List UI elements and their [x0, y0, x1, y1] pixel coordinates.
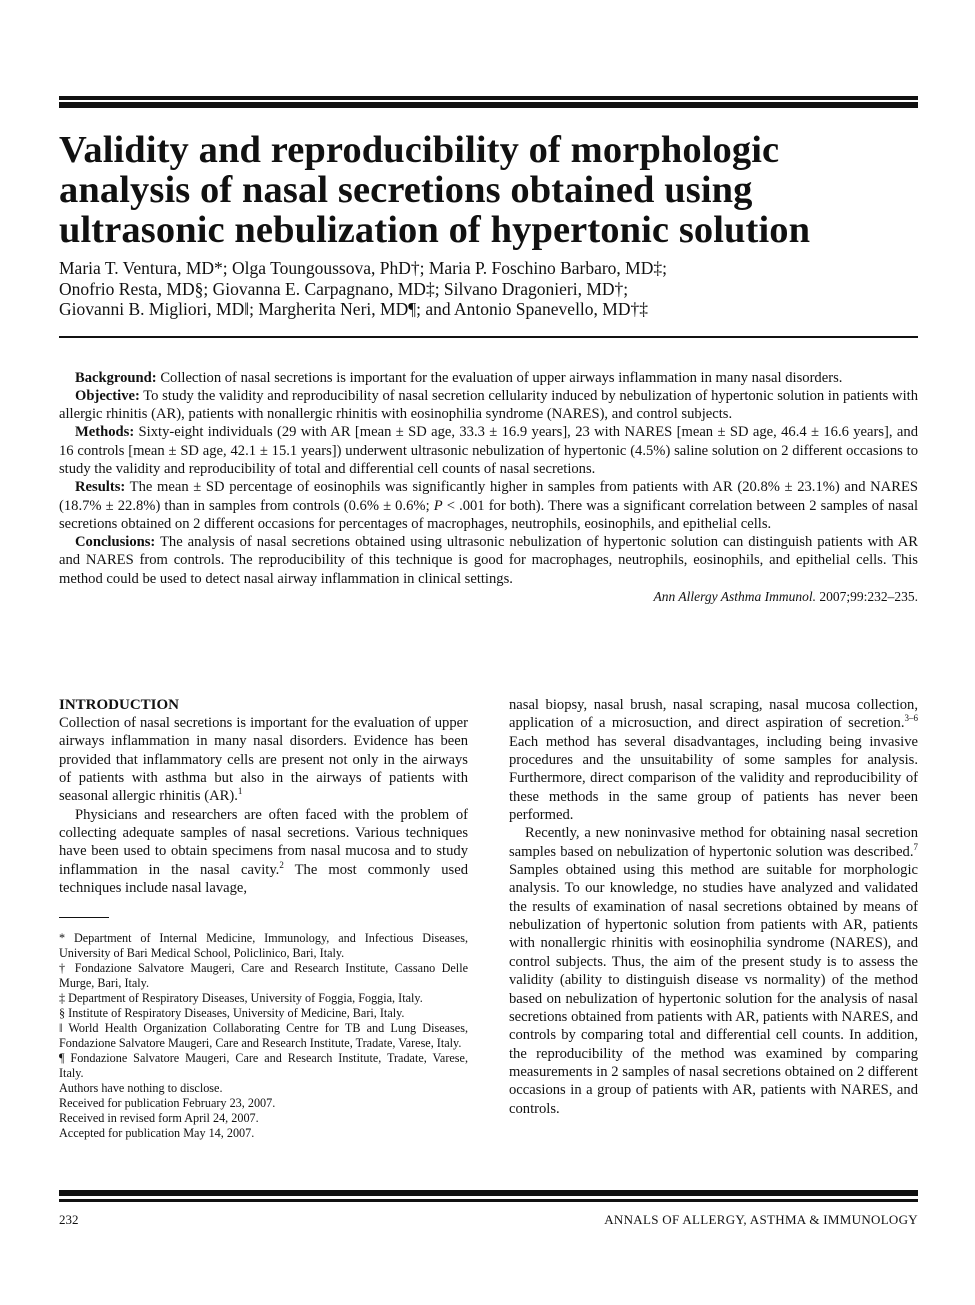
section-label: Background: — [75, 369, 157, 386]
paragraph-text: Physicians and researchers are often faced with the problem of collecting adequate samples of nasal secretions. Various techniques have been used to obtain specimens from nasal mucosa and to study inflammation in the nasal cavity. — [59, 806, 468, 878]
abstract-conclusions — [59, 533, 918, 588]
reference: 1 — [237, 786, 243, 797]
reference: 7 — [913, 841, 918, 852]
top-rule-thick — [59, 102, 918, 108]
section-label: Objective: — [75, 387, 140, 404]
section-label: Results: — [75, 479, 126, 496]
citation-year: 2007;99:232–235. — [819, 589, 918, 605]
abstract-text: The analysis of nasal secretions obtained using ultrasonic nebulization of hypertonic solution can distinguish patients with AR and NARES from controls. The reproducibility of this technique is good for macrophages, neutrophils, eosinophils, and epithelial cells. This method could be used to detect nasal airway inflammation in clinical settings. — [59, 534, 918, 587]
header-rule — [59, 336, 918, 338]
p-value-symbol: P — [433, 497, 443, 514]
abstract-background — [59, 369, 918, 387]
paragraph — [509, 824, 918, 1118]
footnotes — [59, 931, 468, 1141]
paragraph-text: Collection of nasal secretions is important for the evaluation of upper airways inflammation in many nasal disorders. Evidence has been provided that inflammatory cells are present not only in the airways of patients with asthma but also in the airways of patients with seasonal allergic rhinitis (AR). — [59, 715, 468, 805]
section-heading: INTRODUCTION — [59, 697, 180, 713]
footnote: Authors have nothing to disclose. — [59, 1081, 223, 1096]
footer-rule — [59, 1199, 918, 1202]
author-line: Maria T. Ventura, MD*; Olga Toungoussova, PhD†; Maria P. Foschino Barbaro, MD‡; — [59, 258, 667, 278]
author-line: Giovanni B. Migliori, MD‖; Margherita Neri, MD¶; and Antonio Spanevello, MD†‡ — [59, 299, 648, 319]
top-rule — [59, 96, 918, 100]
body-columns — [59, 696, 918, 1186]
abstract-text: < .001 for both). There was a significant correlation between 2 samples of nasal secretions obtained on 2 different occasions for percentages of macrophages, neutrophils, eosinophils, and epithelial cells. — [59, 497, 918, 532]
abstract-text: The mean ± SD percentage of eosinophils was significantly higher in samples from patients with AR (20.8% ± 23.1%) and NARES (18.7% ± 22.8%) than in samples from controls (0.6% ± 0.6%; — [59, 479, 918, 514]
article-page — [59, 96, 918, 1227]
paragraph — [59, 714, 468, 806]
author-line: Onofrio Resta, MD§; Giovanna E. Carpagnano, MD‡; Silvano Dragonieri, MD†; — [59, 278, 629, 299]
section-label: Conclusions: — [75, 534, 156, 551]
paragraph-text: Recently, a new noninvasive method for obtaining nasal secretion samples based on nebulization of hypertonic solution was described. — [509, 825, 918, 860]
abstract-methods — [59, 423, 918, 478]
author-list — [59, 258, 918, 320]
footnote: Received for publication February 23, 2007. — [59, 1096, 276, 1111]
abstract-text: Collection of nasal secretions is important for the evaluation of upper airways inflammation in many nasal disorders. — [160, 369, 843, 386]
footnote: Accepted for publication May 14, 2007. — [59, 1126, 255, 1141]
footnote: * Department of Internal Medicine, Immunology, and Infectious Diseases, University of Bari Medical School, Policlinico, Bari, Italy. — [59, 931, 468, 961]
reference: 2 — [279, 859, 284, 870]
abstract-results — [59, 478, 918, 533]
paragraph-text: Each method has several disadvantages, including being invasive procedures and the unsuitability of some samples for analysis. Furthermore, direct comparison of the validity and reproducibility of these methods in the same group of patients has never been performed. — [509, 733, 918, 824]
footnote: ‖ World Health Organization Collaborating Centre for TB and Lung Diseases, Fondazione Salvatore Maugeri, Care and Research Institute, Tradate, Varese, Italy. — [59, 1021, 468, 1051]
article-title: Validity and reproducibility of morphologic analysis of nasal secretions obtained using ultrasonic nebulization of hypertonic solution — [59, 129, 811, 251]
footnote: § Institute of Respiratory Diseases, University of Medicine, Bari, Italy. — [59, 1006, 405, 1021]
paragraph — [509, 696, 918, 824]
footnote: Received in revised form April 24, 2007. — [59, 1111, 259, 1126]
paragraph — [59, 806, 468, 898]
abstract-text: Sixty-eight individuals (29 with AR [mean ± SD age, 33.3 ± 16.9 years], 23 with NARES [mean ± SD age, 46.4 ± 16.6 years], and 16 controls [mean ± SD age, 42.1 ± 15.1 years]) underwent ultrasonic nebulization of hypertonic (4.5%) saline solution on 2 different occasions to study the validity and reproducibility of total and differential cell counts of nasal secretions. — [59, 424, 918, 477]
abstract — [59, 369, 918, 606]
page-number: 232 — [59, 1212, 79, 1227]
paragraph-text: The most commonly used techniques include nasal lavage, — [59, 861, 469, 897]
footer-rule-thick — [59, 1190, 918, 1196]
left-column — [59, 696, 468, 1141]
footnote: † Fondazione Salvatore Maugeri, Care and Research Institute, Cassano Delle Murge, Bari, Italy. — [59, 961, 468, 991]
abstract-objective — [59, 387, 918, 424]
paragraph-text: nasal biopsy, nasal brush, nasal scraping, nasal mucosa collection, application of a microsuction, and direct aspiration of secretion. — [509, 697, 918, 732]
footnote-rule — [59, 917, 109, 918]
section-label: Methods: — [75, 424, 135, 441]
citation — [59, 588, 918, 605]
right-column — [509, 696, 918, 1118]
journal-name: ANNALS OF ALLERGY, ASTHMA & IMMUNOLOGY — [604, 1212, 918, 1227]
footnote: ¶ Fondazione Salvatore Maugeri, Care and Research Institute, Tradate, Varese, Italy. — [59, 1051, 468, 1081]
footnote: ‡ Department of Respiratory Diseases, University of Foggia, Foggia, Italy. — [59, 991, 423, 1006]
reference: 3–6 — [904, 713, 918, 724]
citation-journal: Ann Allergy Asthma Immunol. — [653, 589, 816, 605]
abstract-text: To study the validity and reproducibility of nasal secretion cellularity induced by nebulization of hypertonic solution in patients with allergic rhinitis (AR), patients with nonallergic rhinitis with eosinophilia syndrome (NARES), and control subjects. — [59, 387, 918, 423]
paragraph-text: Samples obtained using this method are suitable for morphologic analysis. To our knowledge, no studies have analyzed and validated the results of examination of nasal secretions obtained by means of nebulization of hypertonic solution from patients with AR, patients with nonallergic rhinitis with eosinophilia syndrome (NARES), and control subjects. Thus, the aim of the present study is to assess the validity (ability to distinguish disease vs normality) of the method based on nebulization of hypertonic solution for the analysis of nasal secretions obtained from patients with AR, patients with NARES, and controls by comparing total and differential cell counts. In addition, the reproducibility of the method was examined by comparing measurements in 2 samples of nasal secretions obtained on 2 different occasions in a group of patients with AR, patients with NARES, and controls. — [509, 862, 918, 1117]
